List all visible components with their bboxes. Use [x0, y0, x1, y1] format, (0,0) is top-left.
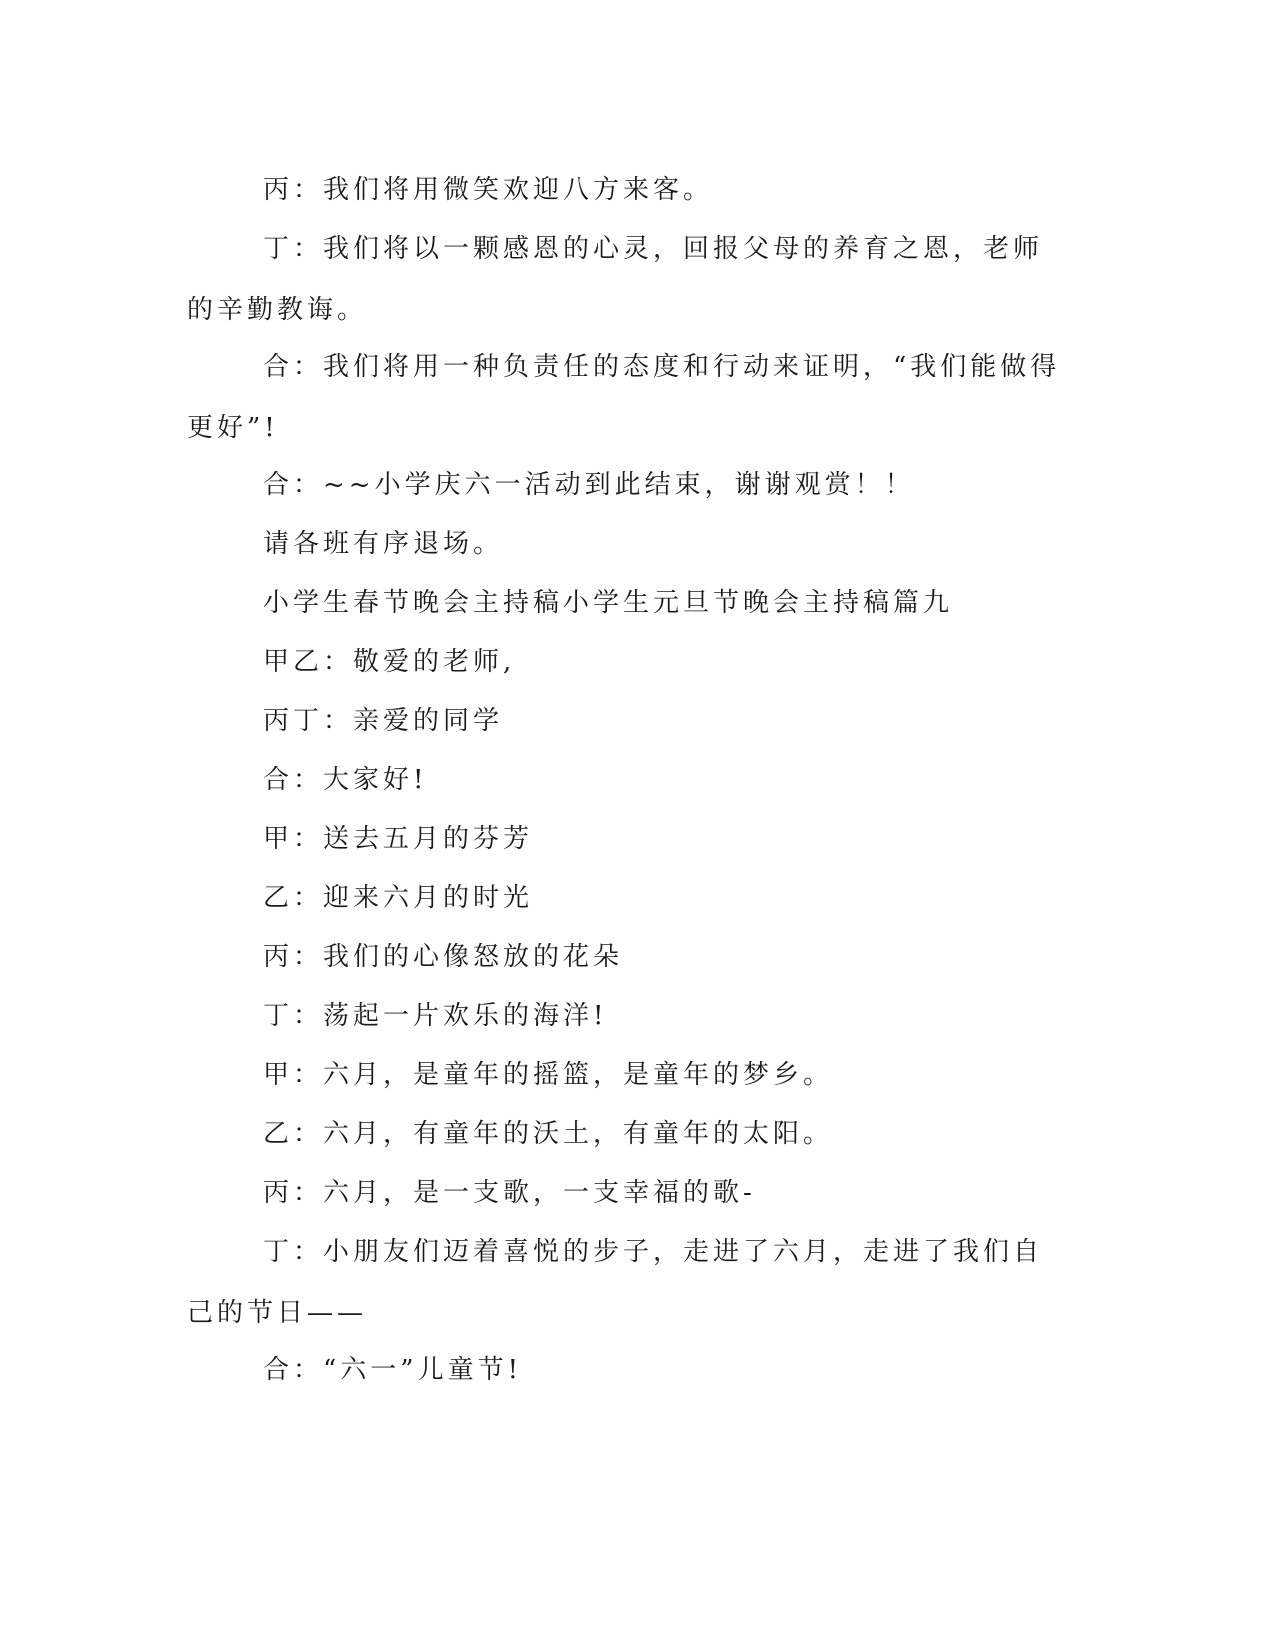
- paragraph: 请各班有序退场。: [263, 529, 504, 559]
- paragraph: 合：大家好!: [263, 765, 428, 795]
- paragraph: 丙：六月，是一支歌，一支幸福的歌-: [263, 1178, 756, 1208]
- paragraph: 丙：我们的心像怒放的花朵: [263, 942, 624, 972]
- paragraph: 乙：迎来六月的时光: [263, 883, 534, 913]
- paragraph: 丙：我们将用微笑欢迎八方来客。: [263, 175, 714, 205]
- paragraph: 丁：荡起一片欢乐的海洋!: [263, 1001, 608, 1031]
- paragraph: 合：“六一”儿童节!: [263, 1355, 523, 1385]
- paragraph: 丁：我们将以一颗感恩的心灵，回报父母的养育之恩，老师的辛勤教诲。: [187, 234, 1044, 325]
- section-heading: 小学生春节晚会主持稿小学生元旦节晚会主持稿篇九: [263, 588, 954, 618]
- paragraph: 合：~~小学庆六一活动到此结束，谢谢观赏！！: [263, 470, 915, 500]
- paragraph: 甲：六月，是童年的摇篮，是童年的梦乡。: [263, 1060, 834, 1090]
- paragraph: 乙：六月，有童年的沃土，有童年的太阳。: [263, 1119, 834, 1149]
- paragraph: 甲乙：敬爱的老师,: [263, 647, 516, 677]
- paragraph: 丙丁：亲爱的同学: [263, 706, 504, 736]
- paragraph: 合：我们将用一种负责任的态度和行动来证明，“我们能做得更好”!: [187, 352, 1061, 443]
- paragraph: 甲：送去五月的芬芳: [263, 824, 534, 854]
- paragraph: 丁：小朋友们迈着喜悦的步子，走进了六月，走进了我们自己的节日——: [187, 1237, 1044, 1328]
